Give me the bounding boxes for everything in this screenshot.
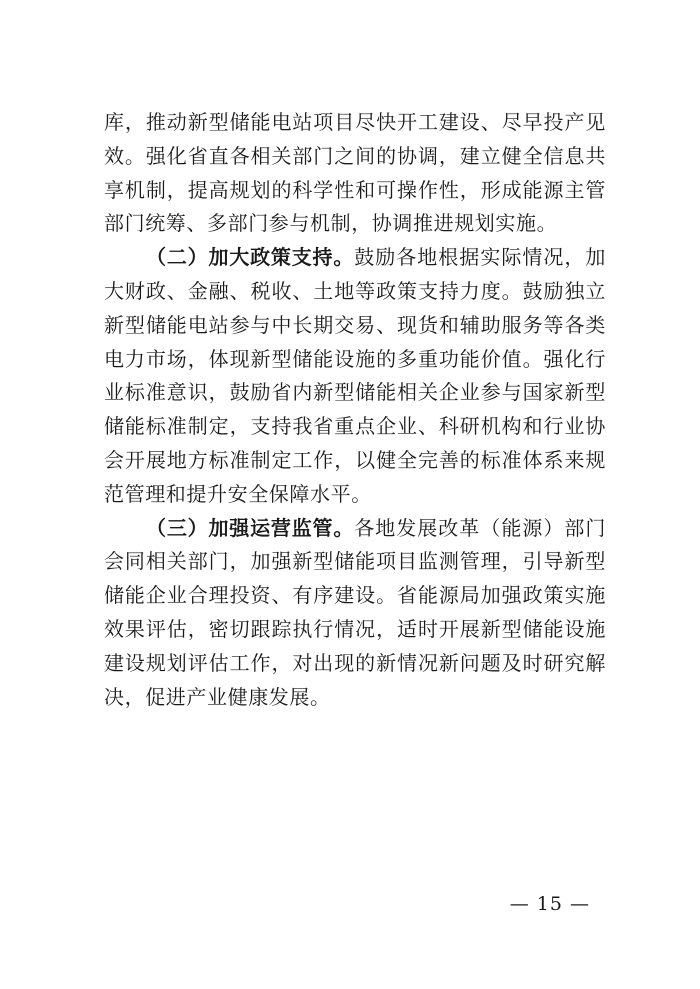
paragraph-text: 各地发展改革（能源）部门会同相关部门，加强新型储能项目监测管理，引导新型储能企业合理投资、有序建设。省能源局加强政策实施效果评估，密切跟踪执行情况，适时开展新型储能设施建设规划评估工作，对出现的新情况新问题及时研究解决，促进产业健康发展。 bbox=[104, 515, 607, 709]
section-heading-policy-support: （二）加大政策支持。 bbox=[146, 245, 355, 270]
paragraph-text: 鼓励各地根据实际情况，加大财政、金融、税收、土地等政策支持力度。鼓励独立新型储能电站参与中长期交易、现货和辅助服务等各类电力市场，体现新型储能设施的多重功能价值。强化行业标准意识，鼓励省内新型储能相关企业参与国家新型储能标准制定，支持我省重点企业、科研机构和行业协会开展地方标准制定工作，以健全完善的标准体系来规范管理和提升安全保障水平。 bbox=[104, 245, 607, 506]
paragraph-operation-supervision bbox=[104, 512, 606, 715]
paragraph-continuation bbox=[104, 106, 606, 241]
page-number: — 15 — bbox=[509, 893, 590, 915]
paragraph-policy-support bbox=[104, 241, 606, 511]
paragraph-text: 库，推动新型储能电站项目尽快开工建设、尽早投产见效。强化省直各相关部门之间的协调，建立健全信息共享机制，提高规划的科学性和可操作性，形成能源主管部门统筹、多部门参与机制，协调推进规划实施。 bbox=[104, 110, 606, 236]
section-heading-operation-supervision: （三）加强运营监管。 bbox=[146, 515, 355, 540]
document-body bbox=[104, 106, 606, 714]
